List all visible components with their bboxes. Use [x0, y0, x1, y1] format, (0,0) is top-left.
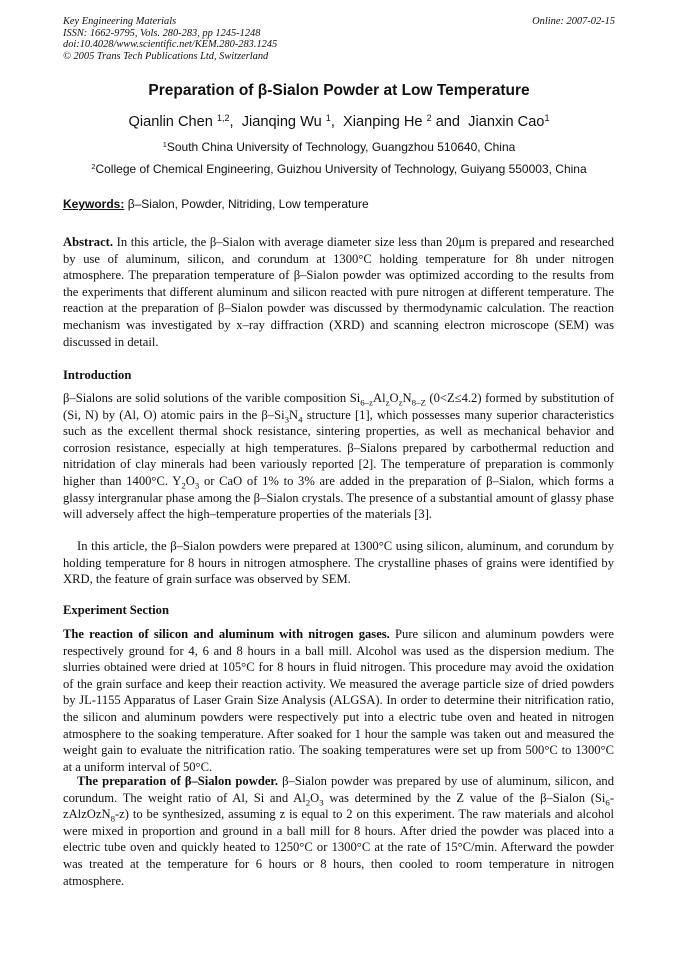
author-affiliation-mark: 2: [426, 113, 432, 124]
subscript: 8–Z: [411, 397, 426, 408]
copyright-line: © 2005 Trans Tech Publications Ltd, Switzerland: [63, 50, 269, 62]
text-run: β–Sialons are solid solutions of the varible composition Si: [63, 391, 361, 405]
subscript: 2: [305, 797, 311, 808]
subscript: 6–z: [360, 397, 373, 408]
publication-header: [63, 16, 615, 62]
affiliation-2: [0, 162, 678, 176]
subscript: 8: [110, 813, 115, 824]
text-run: N: [289, 407, 299, 422]
subscript: 6: [605, 797, 610, 808]
author-name: Qianlin Chen: [128, 114, 213, 130]
issn-line: ISSN: 1662-9795, Vols. 280-283, pp 1245-1248: [63, 27, 261, 39]
text-run: O: [389, 391, 399, 405]
keywords: [63, 197, 615, 211]
paragraph-text: Pure silicon and aluminum powders were respectively ground for 4, 6 and 8 hours in a ball mill. Alcohol was used as the dispersion medium. The slurries obtained were dried at 105°C for 8 hours in fluid nitrogen. This procedure may avoid the oxidation of the grain surface and keep their reaction activity. We measured the average particle size of dried powders by JL-1155 Apparatus of Laser Grain Size Analysis (ALGSA). In order to determine their nitrification ratio, the silicon and aluminum powders were respectively put into a electric tube oven and heated in nitrogen atmosphere to the soaking temperature. After soaked for 1 hour the sample was taken out and measured the weight gain to evaluate the nitrification ratio. The soaking temperatures were set up from 500°C to 1300°C at a uniform interval of 50°C.: [63, 627, 614, 774]
text-run: O: [310, 790, 320, 805]
affiliation-mark: 2: [91, 161, 96, 171]
affiliation-text: South China University of Technology, Guangzhou 510640, China: [166, 140, 516, 154]
subscript: 3: [194, 480, 200, 491]
author-separator: ,: [229, 114, 238, 130]
author-name: Jianxin Cao: [468, 114, 545, 130]
author-separator: ,: [330, 114, 339, 130]
author-affiliation-mark: 1: [544, 113, 550, 124]
paper-title: Preparation of β-Sialon Powder at Low Temperature: [148, 82, 530, 99]
introduction-paragraph-1: [63, 390, 614, 523]
subscript: z: [398, 397, 403, 408]
experiment-heading: Experiment Section: [63, 603, 169, 617]
author-list: [0, 114, 678, 130]
text-run: N: [402, 391, 412, 405]
text-run: or CaO of 1% to 3% are added in the preparation of β–Sialon, which forms a glassy intergranular phase among the β–Sialon crystals. The presence of a substantial amount of glassy phase will adversely affect the high–temperature properties of the materials [3].: [63, 473, 615, 522]
abstract-text: In this article, the β–Sialon with average diameter size less than 20μm is prepared and researched by use of aluminum, silicon, and corundum at 1300°C holding temperature for 8h under nitrogen atmosphere. The preparation temperature of β–Sialon powder was optimized according to the results from the experiments that different aluminum and silicon reacted with pure nitrogen at different temperature. The reaction at the preparation of β–Sialon powder was discussed by thermodynamic calculation. The reaction mechanism was investigated by x–ray diffraction (XRD) and scanning electron microscope (SEM) was discussed in detail.: [63, 235, 614, 349]
text-run: O: [185, 473, 195, 488]
subscript: z: [385, 397, 390, 408]
journal-name: Key Engineering Materials: [63, 16, 177, 27]
experiment-paragraph-2: [63, 773, 614, 889]
text-run: -zAlzOzN: [63, 790, 615, 822]
author-affiliation-mark: 1,2: [216, 113, 230, 124]
text-run: structure [1], which possesses many superior characteristics such as the excellent thermal shock resistance, sintering properties, as well as mechanical behavior and corrosion resistance, especially at high temperatures. β–Sialons prepared by carbothermal reduction and nitridation of clay minerals had been variously reported [2]. The temperature of preparation is commonly higher than 1400°C. Y: [63, 407, 614, 488]
keywords-text: β–Sialon, Powder, Nitriding, Low temperature: [124, 197, 369, 211]
affiliation-mark: 1: [162, 139, 167, 149]
affiliation-1: [0, 140, 678, 154]
subscript: 2: [181, 480, 186, 491]
keywords-label: Keywords:: [63, 197, 125, 211]
abstract-label: Abstract.: [63, 235, 114, 249]
paragraph-lead: The preparation of β–Sialon powder.: [77, 774, 279, 788]
text-run: (0<Z≤4.2) formed by substitution of (Si, N) by (Al, O) atomic pairs in the β–Si: [63, 391, 614, 422]
author-name: Jianqing Wu: [241, 114, 322, 130]
author-affiliation-mark: 1: [325, 113, 331, 124]
experiment-paragraph-1: [63, 626, 614, 775]
affiliation-text: College of Chemical Engineering, Guizhou University of Technology, Guiyang 550003, China: [95, 162, 587, 176]
online-date: Online: 2007-02-15: [532, 16, 615, 27]
author-name: Xianping He: [343, 114, 423, 130]
author-separator: and: [431, 114, 465, 130]
subscript: 3: [284, 414, 290, 425]
text-run: Al: [372, 391, 386, 405]
text-run: -z) to be synthesized, assuming z is equal to 2 on this experiment. The raw materials and alcohol were mixed in proportion and ground in a ball mill for 8 hours. After dried the powder was placed into a electric tube oven and quickly heated to 1250°C or 1300°C at the rate of 15°C/min. Afterward the powder was treated at the temperature for 6 hours or 8 hours, then cooled to room temperature in nitrogen atmosphere.: [63, 807, 614, 888]
subscript: 3: [319, 797, 324, 808]
introduction-heading: Introduction: [63, 368, 132, 382]
introduction-paragraph-2: In this article, the β–Sialon powders were prepared at 1300°C using silicon, aluminum, and corundum by holding temperature for 8 hours in nitrogen atmosphere. The crystalline phases of grains were identified by XRD, the feature of grain surface was observed by SEM.: [63, 539, 614, 587]
doi-line: doi:10.4028/www.scientific.net/KEM.280-283.1245: [63, 39, 278, 51]
subscript: 4: [298, 414, 303, 425]
text-run: β–Sialon powder was prepared by use of aluminum, silicon, and corundum. The weight ratio of Al, Si and Al: [63, 774, 615, 805]
text-run: was determined by the Z value of the β–Sialon (Si: [323, 790, 606, 805]
abstract: [63, 234, 614, 350]
paragraph-lead: The reaction of silicon and aluminum with nitrogen gases.: [63, 627, 390, 641]
